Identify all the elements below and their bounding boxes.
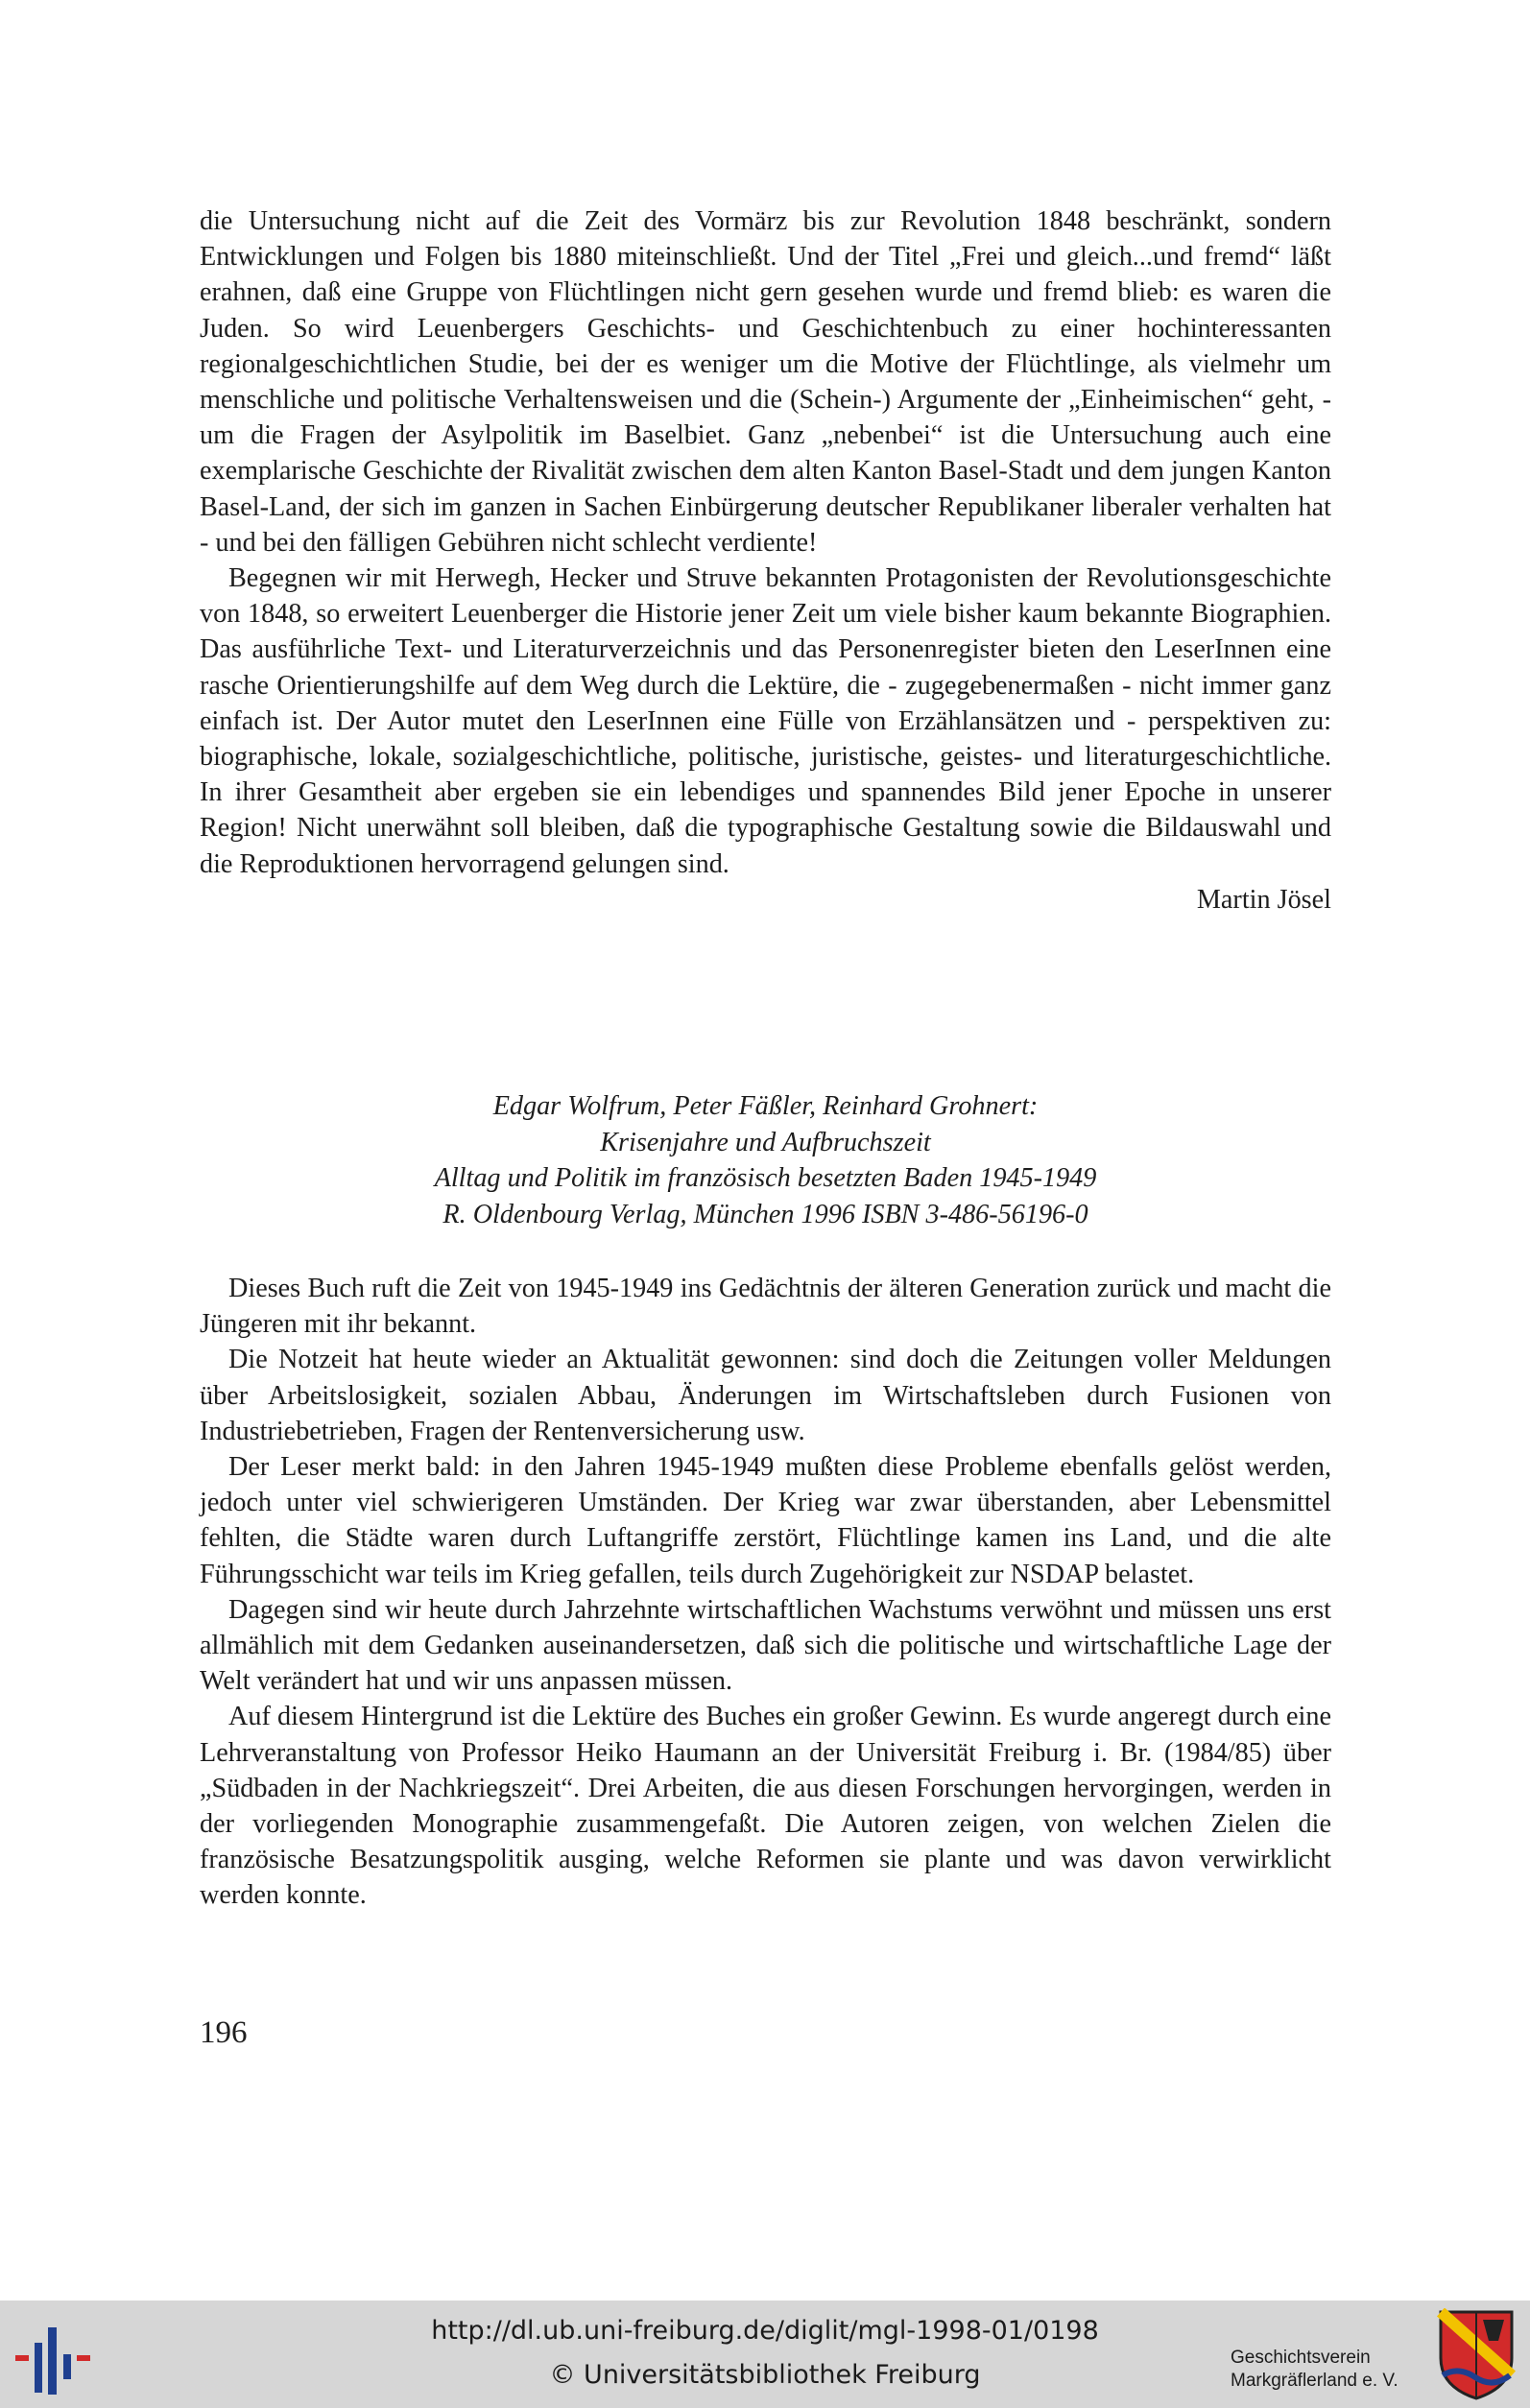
paragraph: Begegnen wir mit Herwegh, Hecker und Struve bekannten Protagonisten der Revolutionsgeschichte von 1848, so erweitert Leuenberger die Historie jener Zeit um viele bisher kaum bekannte Biographien. Das ausführliche Text- und Literaturverzeichnis und das Personenregister bieten den LeserInnen eine rasche Orientierungshilfe auf dem Weg durch die Lektüre, die - zugegebenermaßen - nicht immer ganz einfach ist. Der Autor mutet den LeserInnen eine Fülle von Erzählansätzen und - perspektiven zu: biographische, lokale, sozialgeschichtliche, politische, juristische, geistes- und literaturgeschichtliche. In ihrer Gesamtheit aber ergeben sie ein lebendiges und spannendes Bild jener Epoche in unserer Region! Nicht unerwähnt soll bleiben, daß die typographische Gestaltung sowie die Bildauswahl und die Reproduktionen hervorragend gelungen sind. xyxy=(200,563,1331,879)
book-publisher: R. Oldenbourg Verlag, München 1996 ISBN 3-486-56196-0 xyxy=(442,1199,1088,1229)
book-subtitle: Alltag und Politik im französisch besetzten Baden 1945-1949 xyxy=(434,1163,1097,1193)
paragraph: Dagegen sind wir heute durch Jahrzehnte wirtschaftlichen Wachstums verwöhnt und müssen uns erst allmählich mit dem Gedanken auseinandersetzen, daß sich die politische und wirtschaftliche Lage der Welt verändert hat und wir uns anpassen müssen. xyxy=(200,1594,1331,1697)
review-signature: Martin Jösel xyxy=(1196,884,1331,915)
book-title: Krisenjahre und Aufbruchszeit xyxy=(600,1127,931,1157)
permalink-url[interactable]: http://dl.ub.uni-freiburg.de/diglit/mgl-1998-01/0198 xyxy=(431,2316,1099,2346)
book-citation xyxy=(200,1088,1331,1232)
society-line: Geschichtsverein xyxy=(1231,2348,1371,2368)
copyright-notice: © Universitätsbibliothek Freiburg xyxy=(549,2360,981,2390)
book-review-text xyxy=(200,1271,1331,1914)
viewer-footer xyxy=(0,2301,1530,2408)
book-authors: Edgar Wolfrum, Peter Fäßler, Reinhard Grohnert: xyxy=(492,1091,1039,1121)
paragraph: die Untersuchung nicht auf die Zeit des Vormärz bis zur Revolution 1848 beschränkt, sondern Entwicklungen und Folgen bis 1880 miteinschließt. Und der Titel „Frei und gleich...und fremd“ läßt erahnen, daß eine Gruppe von Flüchtlingen nicht gern gesehen wurde und fremd blieb: es waren die Juden. So wird Leuenbergers Geschichts- und Geschichtenbuch zu einer hochinteressanten regionalgeschichtlichen Studie, bei der es weniger um die Motive der Flüchtlinge, als vielmehr um menschliche und politische Verhaltensweisen und die (Schein-) Argumente der „Einheimischen“ geht, - um die Fragen der Asylpolitik im Baselbiet. Ganz „nebenbei“ ist die Untersuchung auch eine exemplarische Geschichte der Rivalität zwischen dem alten Kanton Basel-Stadt und dem jungen Kanton Basel-Land, der sich im ganzen in Sachen Einbürgerung deutscher Republikaner liberaler verhalten hat - und bei den fälligen Gebühren nicht schlecht verdiente! xyxy=(200,206,1331,558)
society-name xyxy=(1231,2347,1432,2393)
coat-of-arms-icon xyxy=(1437,2308,1516,2402)
society-line: Markgräflerland e. V. xyxy=(1231,2371,1399,2391)
paragraph: Dieses Buch ruft die Zeit von 1945-1949 ins Gedächtnis der älteren Generation zurück und macht die Jüngeren mit ihr bekannt. xyxy=(200,1274,1331,1340)
previous-review-text xyxy=(200,203,1331,918)
page-number: 196 xyxy=(200,2015,248,2050)
paragraph: Die Notzeit hat heute wieder an Aktualität gewonnen: sind doch die Zeitungen voller Meldungen über Arbeitslosigkeit, sozialen Abbau, Änderungen im Wirtschaftsleben durch Fusionen von Industriebetrieben, Fragen der Rentenversicherung usw. xyxy=(200,1345,1331,1446)
paragraph: Auf diesem Hintergrund ist die Lektüre des Buches ein großer Gewinn. Es wurde angeregt durch eine Lehrveranstaltung von Professor Heiko Haumann an der Universität Freiburg i. Br. (1984/85) über „Südbaden in der Nachkriegszeit“. Drei Arbeiten, die aus diesen Forschungen hervorgingen, werden in der vorliegenden Monographie zusammengefaßt. Die Autoren zeigen, von welchen Zielen die französische Besatzungspolitik ausging, welche Reformen sie plante und was davon verwirklicht werden konnte. xyxy=(200,1702,1331,1911)
paragraph: Der Leser merkt bald: in den Jahren 1945-1949 mußten diese Probleme ebenfalls gelöst werden, jedoch unter viel schwierigeren Umständen. Der Krieg war zwar überstanden, aber Lebensmittel fehlten, die Städte waren durch Luftangriffe zerstört, Flüchtlinge kamen ins Land, und die alte Führungsschicht war teils im Krieg gefallen, teils durch Zugehörigkeit zur NSDAP belastet. xyxy=(200,1452,1331,1589)
